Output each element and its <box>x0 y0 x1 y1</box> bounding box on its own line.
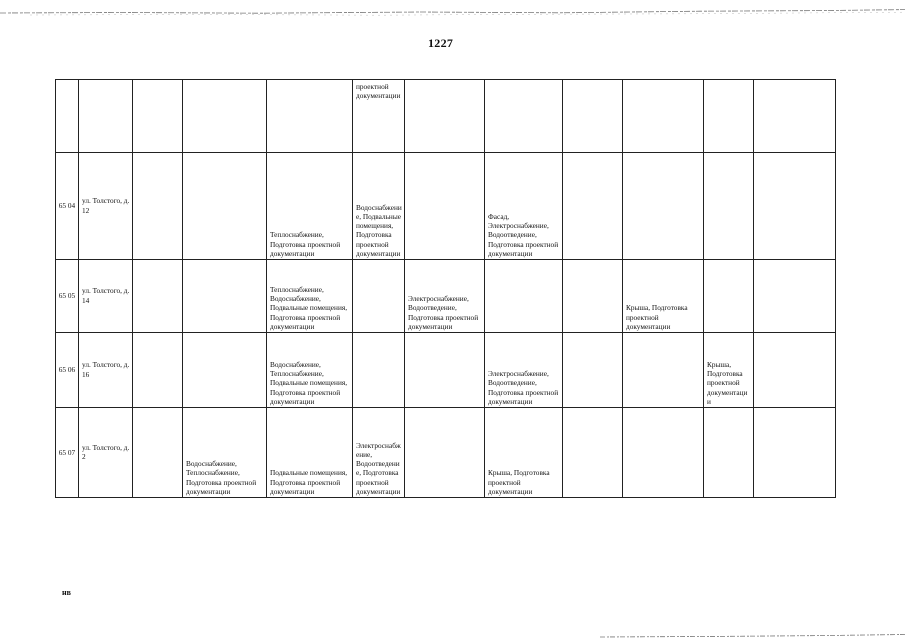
work-cell <box>563 260 623 333</box>
work-text: Электроснабжение, Водоотведение, Подготовка проектной документации <box>408 294 479 331</box>
work-text: Теплоснабжение, Подготовка проектной документации <box>270 230 341 258</box>
table-row <box>56 260 836 333</box>
work-text: Электроснабжение, Водоотведение, Подготовка проектной документации <box>356 440 401 496</box>
work-text: Водоснабжение, Теплоснабжение, Подготовка проектной документации <box>186 459 257 496</box>
address-cell <box>79 408 133 498</box>
work-cell <box>133 80 183 153</box>
work-cell <box>704 80 754 153</box>
row-number: 65 07 <box>58 447 76 457</box>
row-number: 65 04 <box>58 201 76 211</box>
work-text: Крыша, Подготовка проектной документации <box>707 359 748 406</box>
footer-mark: нв <box>62 588 71 597</box>
table-row <box>56 80 836 153</box>
work-text: проектной документации <box>356 82 401 101</box>
address-cell <box>79 260 133 333</box>
table-row <box>56 333 836 408</box>
work-text: Крыша, Подготовка проектной документации <box>488 468 550 496</box>
work-cell <box>405 333 485 408</box>
work-cell <box>563 333 623 408</box>
work-cell <box>485 80 563 153</box>
address-text: ул. Толстого, д. 12 <box>82 196 130 215</box>
address-cell <box>79 153 133 260</box>
work-cell <box>563 80 623 153</box>
work-cell <box>133 153 183 260</box>
work-cell <box>754 153 836 260</box>
address-text: ул. Толстого, д. 2 <box>82 442 130 461</box>
work-cell <box>704 408 754 498</box>
work-text: Электроснабжение, Водоотведение, Подготовка проектной документации <box>488 369 559 406</box>
work-cell <box>405 80 485 153</box>
row-number: 65 06 <box>58 365 76 375</box>
row-number-cell <box>56 153 79 260</box>
work-text: Водоснабжение, Подвальные помещения, Подготовка проектной документации <box>356 202 402 258</box>
work-text: Водоснабжение, Теплоснабжение, Подвальные помещения, Подготовка проектной документации <box>270 359 348 406</box>
repair-schedule-table <box>55 79 836 498</box>
work-cell <box>267 153 353 260</box>
work-cell <box>183 333 267 408</box>
address-cell <box>79 333 133 408</box>
work-cell <box>623 333 704 408</box>
work-cell <box>353 153 405 260</box>
work-cell <box>353 80 405 153</box>
work-cell <box>623 408 704 498</box>
work-text: Теплоснабжение, Водоснабжение, Подвальные помещения, Подготовка проектной документации <box>270 284 348 331</box>
work-cell <box>623 153 704 260</box>
row-number-cell <box>56 408 79 498</box>
work-cell <box>353 260 405 333</box>
table-row <box>56 153 836 260</box>
row-number: 65 05 <box>58 291 76 301</box>
work-cell <box>704 333 754 408</box>
address-text: ул. Толстого, д. 14 <box>82 286 130 305</box>
work-cell <box>563 153 623 260</box>
address-text: ул. Толстого, д. 16 <box>82 360 130 379</box>
work-cell <box>704 260 754 333</box>
work-cell <box>183 260 267 333</box>
work-cell <box>485 260 563 333</box>
work-cell <box>183 80 267 153</box>
row-number-cell <box>56 260 79 333</box>
work-cell <box>405 260 485 333</box>
work-cell <box>353 408 405 498</box>
work-cell <box>485 153 563 260</box>
work-text: Подвальные помещения, Подготовка проектной документации <box>270 468 348 496</box>
row-number-cell <box>56 80 79 153</box>
work-cell <box>183 408 267 498</box>
work-cell <box>267 408 353 498</box>
work-cell <box>754 408 836 498</box>
work-cell <box>133 333 183 408</box>
address-cell <box>79 80 133 153</box>
row-number-cell <box>56 333 79 408</box>
work-cell <box>754 260 836 333</box>
work-cell <box>704 153 754 260</box>
work-cell <box>267 333 353 408</box>
work-cell <box>133 408 183 498</box>
work-cell <box>754 333 836 408</box>
work-cell <box>267 80 353 153</box>
work-cell <box>623 260 704 333</box>
work-cell <box>485 333 563 408</box>
work-cell <box>267 260 353 333</box>
work-cell <box>183 153 267 260</box>
page-number: 1227 <box>428 36 454 50</box>
scan-edge-top <box>0 7 905 17</box>
scan-edge-bottom <box>600 628 905 638</box>
work-text: Фасад, Электроснабжение, Водоотведение, Подготовка проектной документации <box>488 211 559 258</box>
work-cell <box>405 408 485 498</box>
work-cell <box>405 153 485 260</box>
table-row <box>56 408 836 498</box>
work-cell <box>485 408 563 498</box>
work-cell <box>623 80 704 153</box>
work-cell <box>133 260 183 333</box>
work-text: Крыша, Подготовка проектной документации <box>626 303 688 331</box>
work-cell <box>353 333 405 408</box>
work-cell <box>754 80 836 153</box>
work-cell <box>563 408 623 498</box>
